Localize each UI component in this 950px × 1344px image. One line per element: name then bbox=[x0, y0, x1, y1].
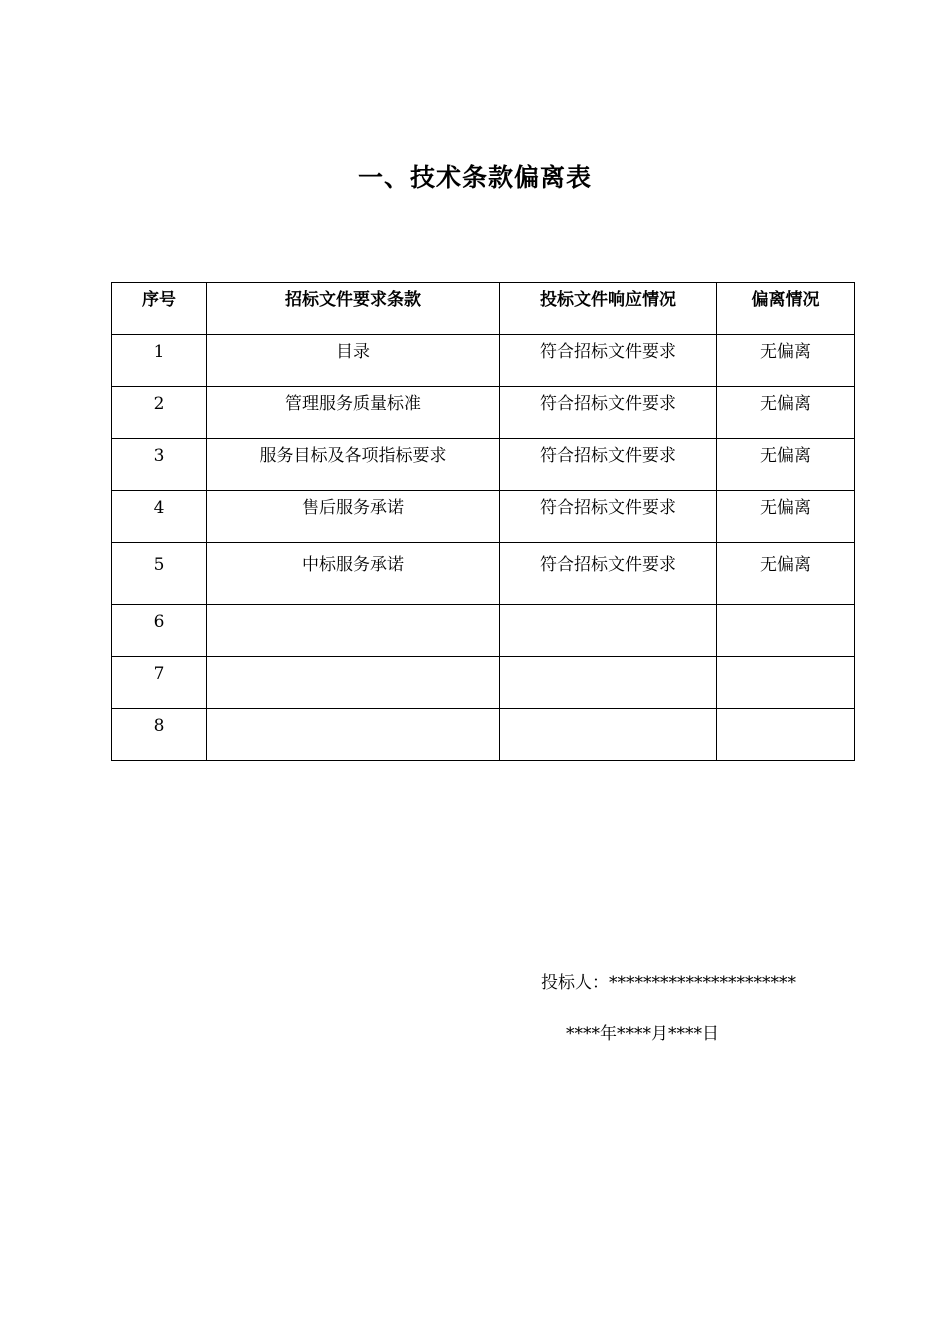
cell-deviation: 无偏离 bbox=[717, 543, 855, 605]
bidder-signature-line: 投标人：********************** bbox=[541, 973, 796, 993]
cell-requirement: 管理服务质量标准 bbox=[207, 387, 500, 439]
table-row bbox=[112, 387, 855, 439]
cell-response bbox=[500, 605, 717, 657]
cell-serial-no: 3 bbox=[112, 439, 207, 491]
table-row bbox=[112, 335, 855, 387]
table-row bbox=[112, 657, 855, 709]
cell-deviation bbox=[717, 605, 855, 657]
header-serial-no: 序号 bbox=[112, 283, 207, 335]
cell-serial-no: 4 bbox=[112, 491, 207, 543]
table-row bbox=[112, 709, 855, 761]
cell-deviation bbox=[717, 657, 855, 709]
cell-response: 符合招标文件要求 bbox=[500, 543, 717, 605]
table-row bbox=[112, 543, 855, 605]
table-row bbox=[112, 605, 855, 657]
cell-response bbox=[500, 657, 717, 709]
cell-requirement bbox=[207, 605, 500, 657]
cell-deviation: 无偏离 bbox=[717, 387, 855, 439]
cell-deviation: 无偏离 bbox=[717, 439, 855, 491]
cell-requirement: 售后服务承诺 bbox=[207, 491, 500, 543]
page-title: 一、技术条款偏离表 bbox=[357, 163, 592, 192]
cell-serial-no: 7 bbox=[112, 657, 207, 709]
signature-date-line: ****年****月****日 bbox=[566, 1024, 719, 1044]
cell-serial-no: 8 bbox=[112, 709, 207, 761]
header-deviation: 偏离情况 bbox=[717, 283, 855, 335]
cell-deviation: 无偏离 bbox=[717, 491, 855, 543]
cell-serial-no: 6 bbox=[112, 605, 207, 657]
deviation-table bbox=[111, 282, 855, 761]
cell-requirement: 目录 bbox=[207, 335, 500, 387]
cell-requirement bbox=[207, 709, 500, 761]
header-requirement: 招标文件要求条款 bbox=[207, 283, 500, 335]
table-header-row bbox=[112, 283, 855, 335]
cell-serial-no: 2 bbox=[112, 387, 207, 439]
cell-requirement: 服务目标及各项指标要求 bbox=[207, 439, 500, 491]
header-response: 投标文件响应情况 bbox=[500, 283, 717, 335]
table-row bbox=[112, 439, 855, 491]
cell-deviation bbox=[717, 709, 855, 761]
cell-response bbox=[500, 709, 717, 761]
cell-response: 符合招标文件要求 bbox=[500, 387, 717, 439]
cell-response: 符合招标文件要求 bbox=[500, 335, 717, 387]
cell-deviation: 无偏离 bbox=[717, 335, 855, 387]
cell-requirement bbox=[207, 657, 500, 709]
cell-serial-no: 5 bbox=[112, 543, 207, 605]
table-row bbox=[112, 491, 855, 543]
cell-response: 符合招标文件要求 bbox=[500, 439, 717, 491]
cell-response: 符合招标文件要求 bbox=[500, 491, 717, 543]
cell-requirement: 中标服务承诺 bbox=[207, 543, 500, 605]
cell-serial-no: 1 bbox=[112, 335, 207, 387]
